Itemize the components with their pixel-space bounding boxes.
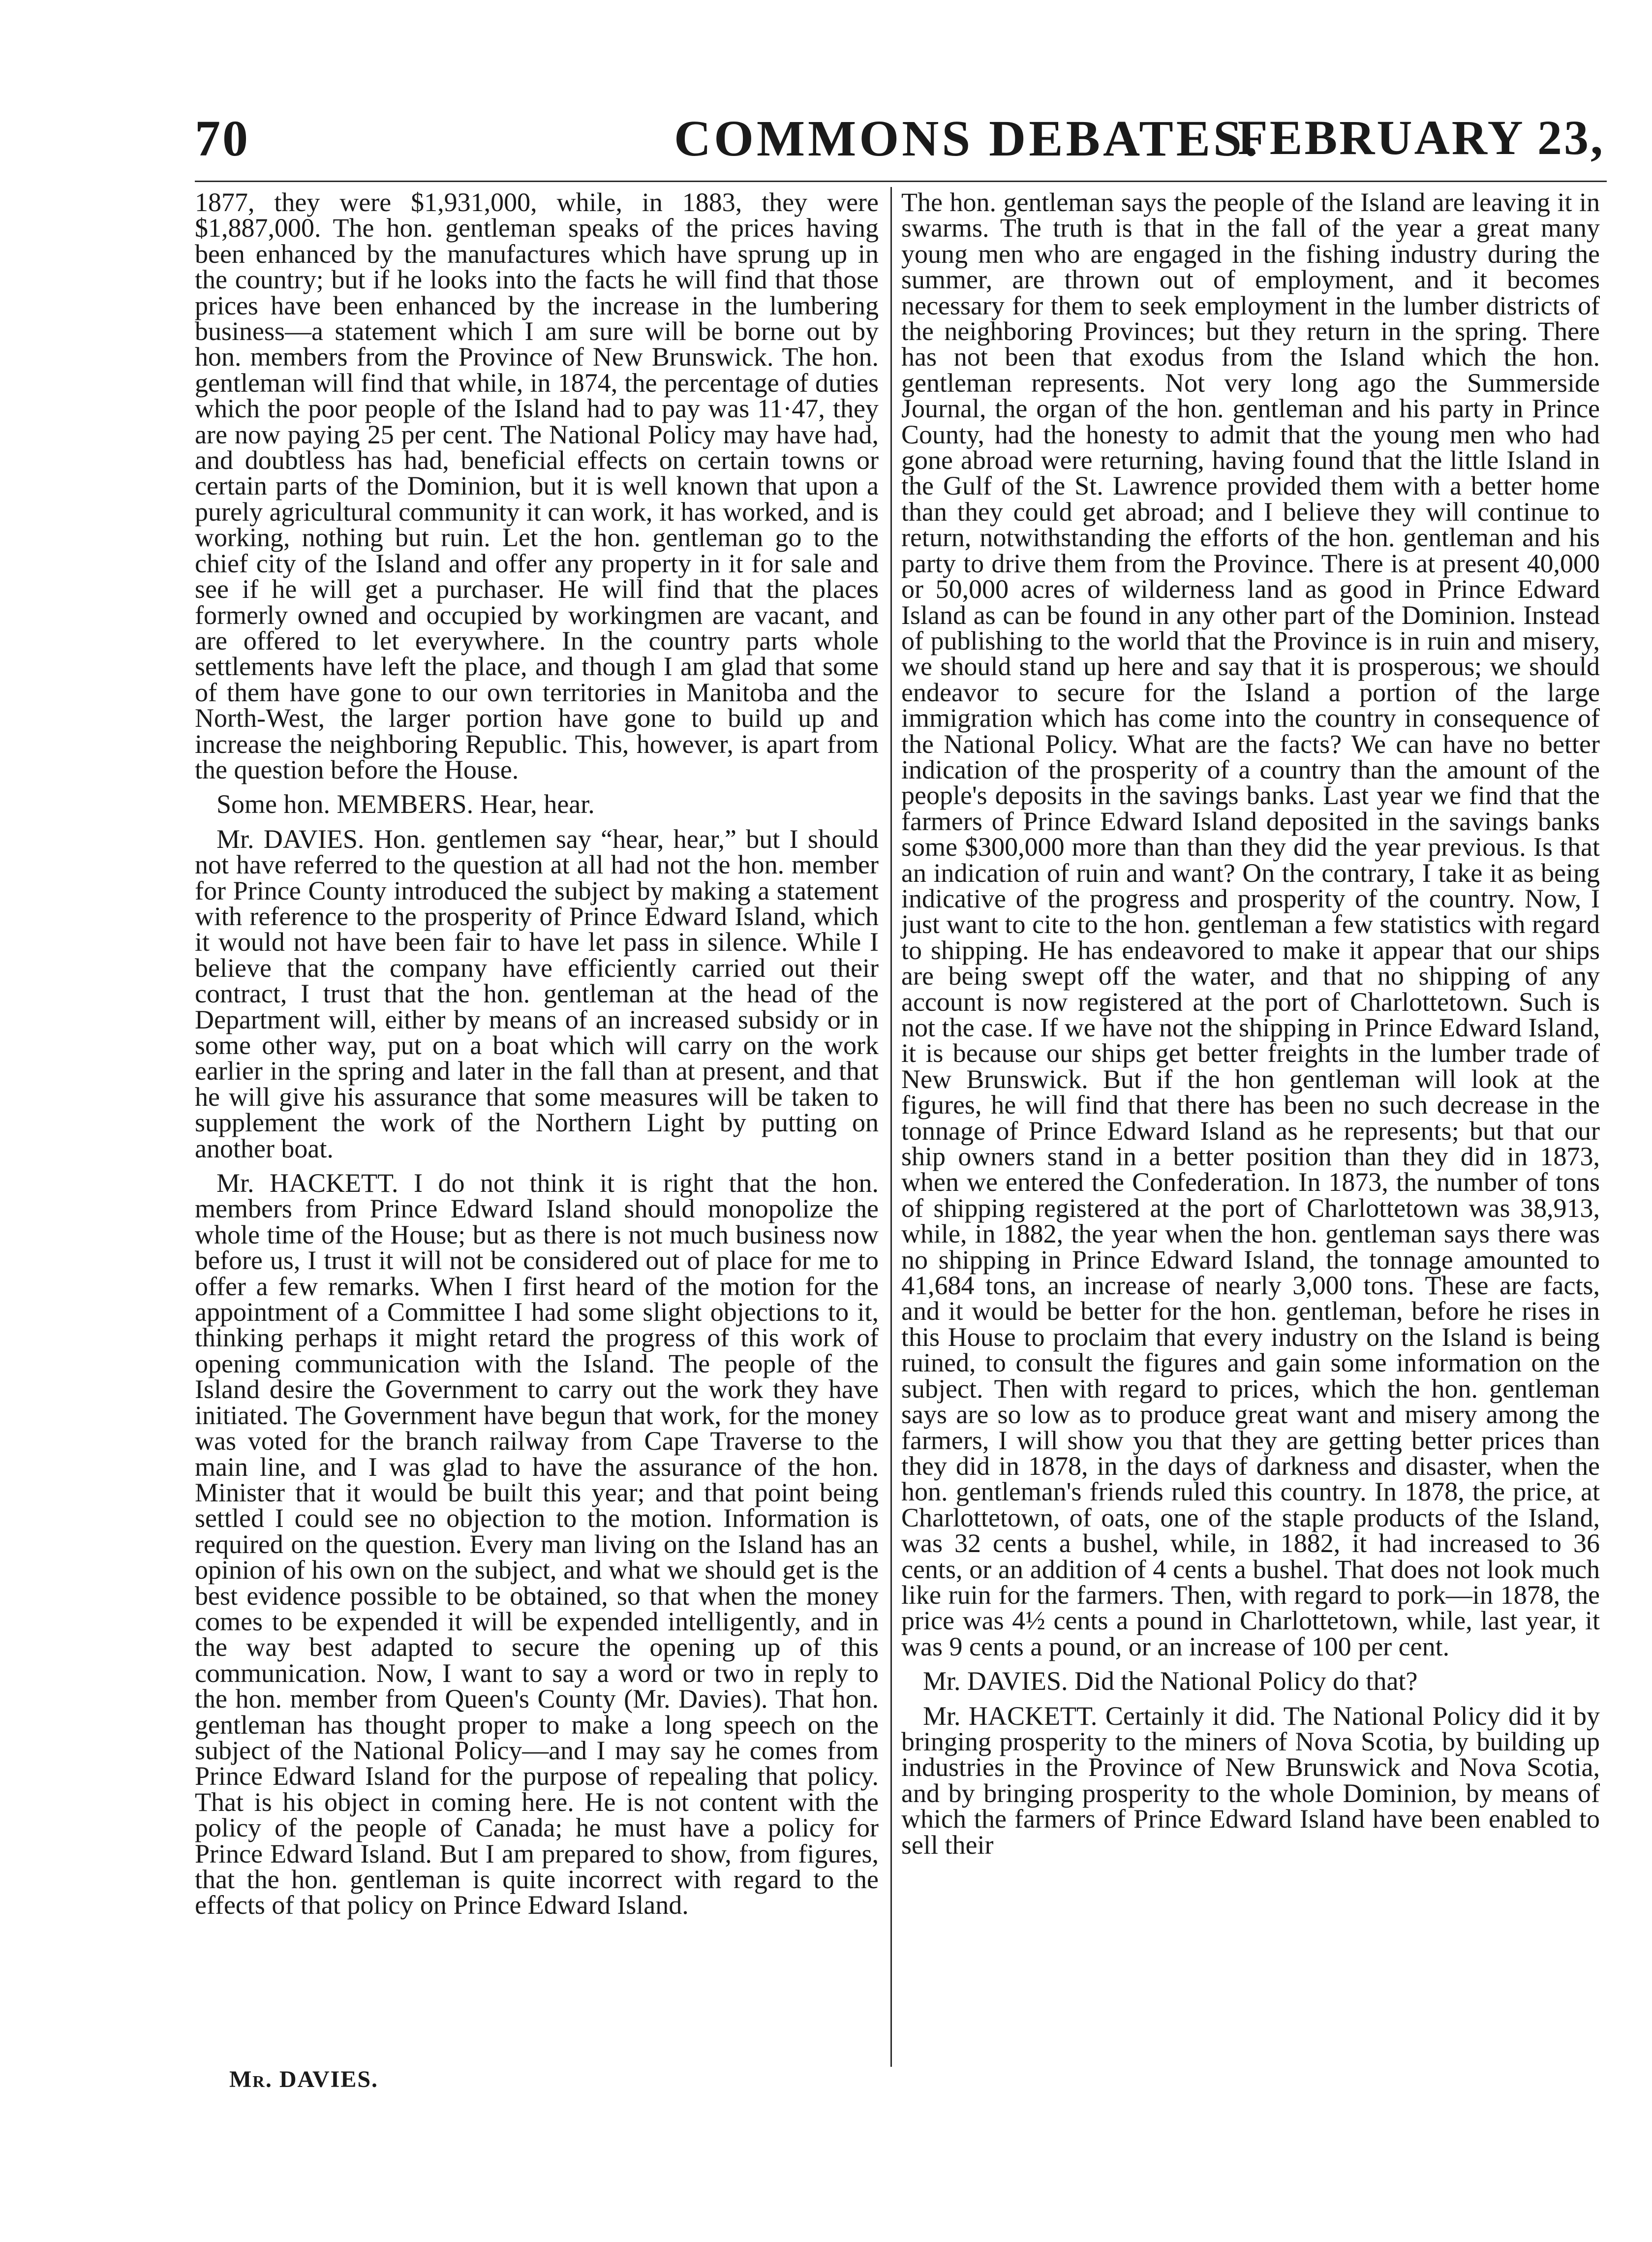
right-column: [901, 189, 1600, 1858]
paragraph: The hon. gentleman says the people of the Island are leaving it in swarms. The truth is that in the fall of the year a great many young men who are engaged in the fishing industry during the summer, are thrown out of employment, and it becomes necessary for them to seek employment in the lumber districts of the neighboring Provinces; but they return in the spring. There has not been that exodus from the Island which the hon. gentleman represents. Not very long ago the Summerside Journal, the organ of the hon. gentleman and his party in Prince County, had the honesty to admit that the young men who had gone abroad were returning, having found that the little Island in the Gulf of the St. Lawrence provided them with a better home than they could get abroad; and I believe they will continue to return, notwithstanding the efforts of the hon. gentleman and his party to drive them from the Province. There is at present 40,000 or 50,000 acres of wilderness land as good in Prince Edward Island as can be found in any other part of the Dominion. Instead of publishing to the world that the Province is in ruin and misery, we should stand up here and say that it is prosperous; we should endeavor to secure for the Island a portion of the large immigration which has come into the country in consequence of the National Policy. What are the facts? We can have no better indication of the prosperity of a country than the amount of the people's deposits in the savings banks. Last year we find that the farmers of Prince Edward Island deposited in the savings banks some $300,000 more than than they did the year previous. Is that an indication of ruin and want? On the contrary, I take it as being indicative of the progress and prosperity of the country. Now, I just want to cite to the hon. gentleman a few statistics with regard to shipping. He has endeavored to make it appear that our ships are being swept off the water, and that no shipping of any account is now registered at the port of Charlottetown. Such is not the case. If we have not the shipping in Prince Edward Island, it is because our ships get better freights in the lumber trade of New Brunswick. But if the hon gentleman will look at the figures, he will find that there has been no such decrease in the tonnage of Prince Edward Island as he represents; but that our ship owners stand in a better position than they did in 1873, when we entered the Confederation. In 1873, the number of tons of shipping registered at the port of Charlottetown was 38,913, while, in 1882, the year when the hon. gentleman says there was no shipping in Prince Edward Island, the tonnage amounted to 41,684 tons, an increase of nearly 3,000 tons. These are facts, and it would be better for the hon. gentleman, before he rises in this House to proclaim that every industry on the Island is being ruined, to consult the figures and gain some information on the subject. Then with regard to prices, which the hon. gentleman says are so low as to produce great want and misery among the farmers, I will show you that they are getting better prices than they did in 1878, in the days of darkness and disaster, when the hon. gentleman's friends ruled this country. In 1878, the price, at Charlottetown, of oats, one of the staple products of the Island, was 32 cents a bushel, while, in 1882, it had increased to 36 cents, or an addition of 4 cents a bushel. That does not look much like ruin for the farmers. Then, with regard to pork—in 1878, the price was 4½ cents a pound in Charlottetown, while, last year, it was 9 cents a pound, or an increase of 100 per cent.: [901, 187, 1600, 1661]
page-header: [0, 0, 1652, 167]
page-date: FEBRUARY 23,: [1237, 110, 1605, 165]
page-number: 70: [195, 110, 250, 167]
column-divider: [890, 187, 892, 2067]
paragraph: Some hon. MEMBERS. Hear, hear.: [216, 789, 595, 819]
paragraph: Mr. DAVIES. Did the National Policy do that?: [923, 1666, 1418, 1696]
paragraph: Mr. DAVIES. Hon. gentlemen say “hear, hear,” but I should not have referred to the question at all had not the hon. member for Prince County introduced the subject by making a statement with reference to the prosperity of Prince Edward Island, which it would not have been fair to have let pass in silence. While I believe that the company have efficiently carried out their contract, I trust that the hon. gentleman at the head of the Department will, either by means of an increased subsidy or in some other way, put on a boat which will carry on the work earlier in the spring and later in the fall than at present, and that he will give his assurance that some measures will be taken to supplement the work of the Northern Light by putting on another boat.: [195, 824, 879, 1163]
paragraph: Mr. HACKETT. Certainly it did. The National Policy did it by bringing prosperity to the miners of Nova Scotia, by building up industries in the Province of New Brunswick and Nova Scotia, and by bringing prosperity to the whole Dominion, by means of which the farmers of Prince Edward Island have been enabled to sell their: [901, 1701, 1600, 1860]
header-rule: [195, 181, 1607, 182]
paragraph: Mr. HACKETT. I do not think it is right that the hon. members from Prince Edward Island should monopolize the whole time of the House; but as there is not much business now before us, I trust it will not be considered out of place for me to offer a few remarks. When I first heard of the motion for the appointment of a Committee I had some slight objections to it, thinking perhaps it might retard the progress of this work of opening communication with the Island. The people of the Island desire the Government to carry out the work they have initiated. The Government have begun that work, for the money was voted for the branch railway from Cape Traverse to the main line, and I was glad to have the assurance of the hon. Minister that it would be built this year; and that point being settled I could see no objection to the motion. Information is required on the question. Every man living on the Island has an opinion of his own on the subject, and what we should get is the best evidence possible to be obtained, so that when the money comes to be expended it will be expended intelligently, and in the way best adapted to secure the opening up of this communication. Now, I want to say a word or two in reply to the hon. member from Queen's County (Mr. Davies). That hon. gentleman has thought proper to make a long speech on the subject of the National Policy—and I may say he comes from Prince Edward Island for the purpose of repealing that policy. That is his object in coming here. He is not content with the policy of the people of Canada; he must have a policy for Prince Edward Island. But I am prepared to show, from figures, that the hon. gentleman is quite incorrect with regard to the effects of that policy on Prince Edward Island.: [195, 1168, 879, 1920]
footer-catchword: Mr. DAVIES.: [229, 2066, 379, 2092]
left-column: [195, 189, 879, 1918]
paragraph: 1877, they were $1,931,000, while, in 1883, they were $1,887,000. The hon. gentleman speaks of the prices having been enhanced by the manufactures which have sprung up in the country; but if he looks into the facts he will find that those prices have been enhanced by the increase in the lumbering business—a statement which I am sure will be borne out by hon. members from the Province of New Brunswick. The hon. gentleman will find that while, in 1874, the percentage of duties which the poor people of the Island had to pay was 11·47, they are now paying 25 per cent. The National Policy may have had, and doubtless has had, beneficial effects on certain towns or certain parts of the Dominion, but it is well known that upon a purely agricultural community it can work, it has worked, and is working, nothing but ruin. Let the hon. gentleman go to the chief city of the Island and offer any property in it for sale and see if he will get a purchaser. He will find that the places formerly owned and occupied by workingmen are vacant, and are offered to let everywhere. In the country parts whole settlements have left the place, and though I am glad that some of them have gone to our own territories in Manitoba and the North-West, the larger portion have gone to build up and increase the neighboring Republic. This, however, is apart from the question before the House.: [195, 187, 879, 784]
page-title: COMMONS DEBATES.: [674, 110, 1260, 167]
